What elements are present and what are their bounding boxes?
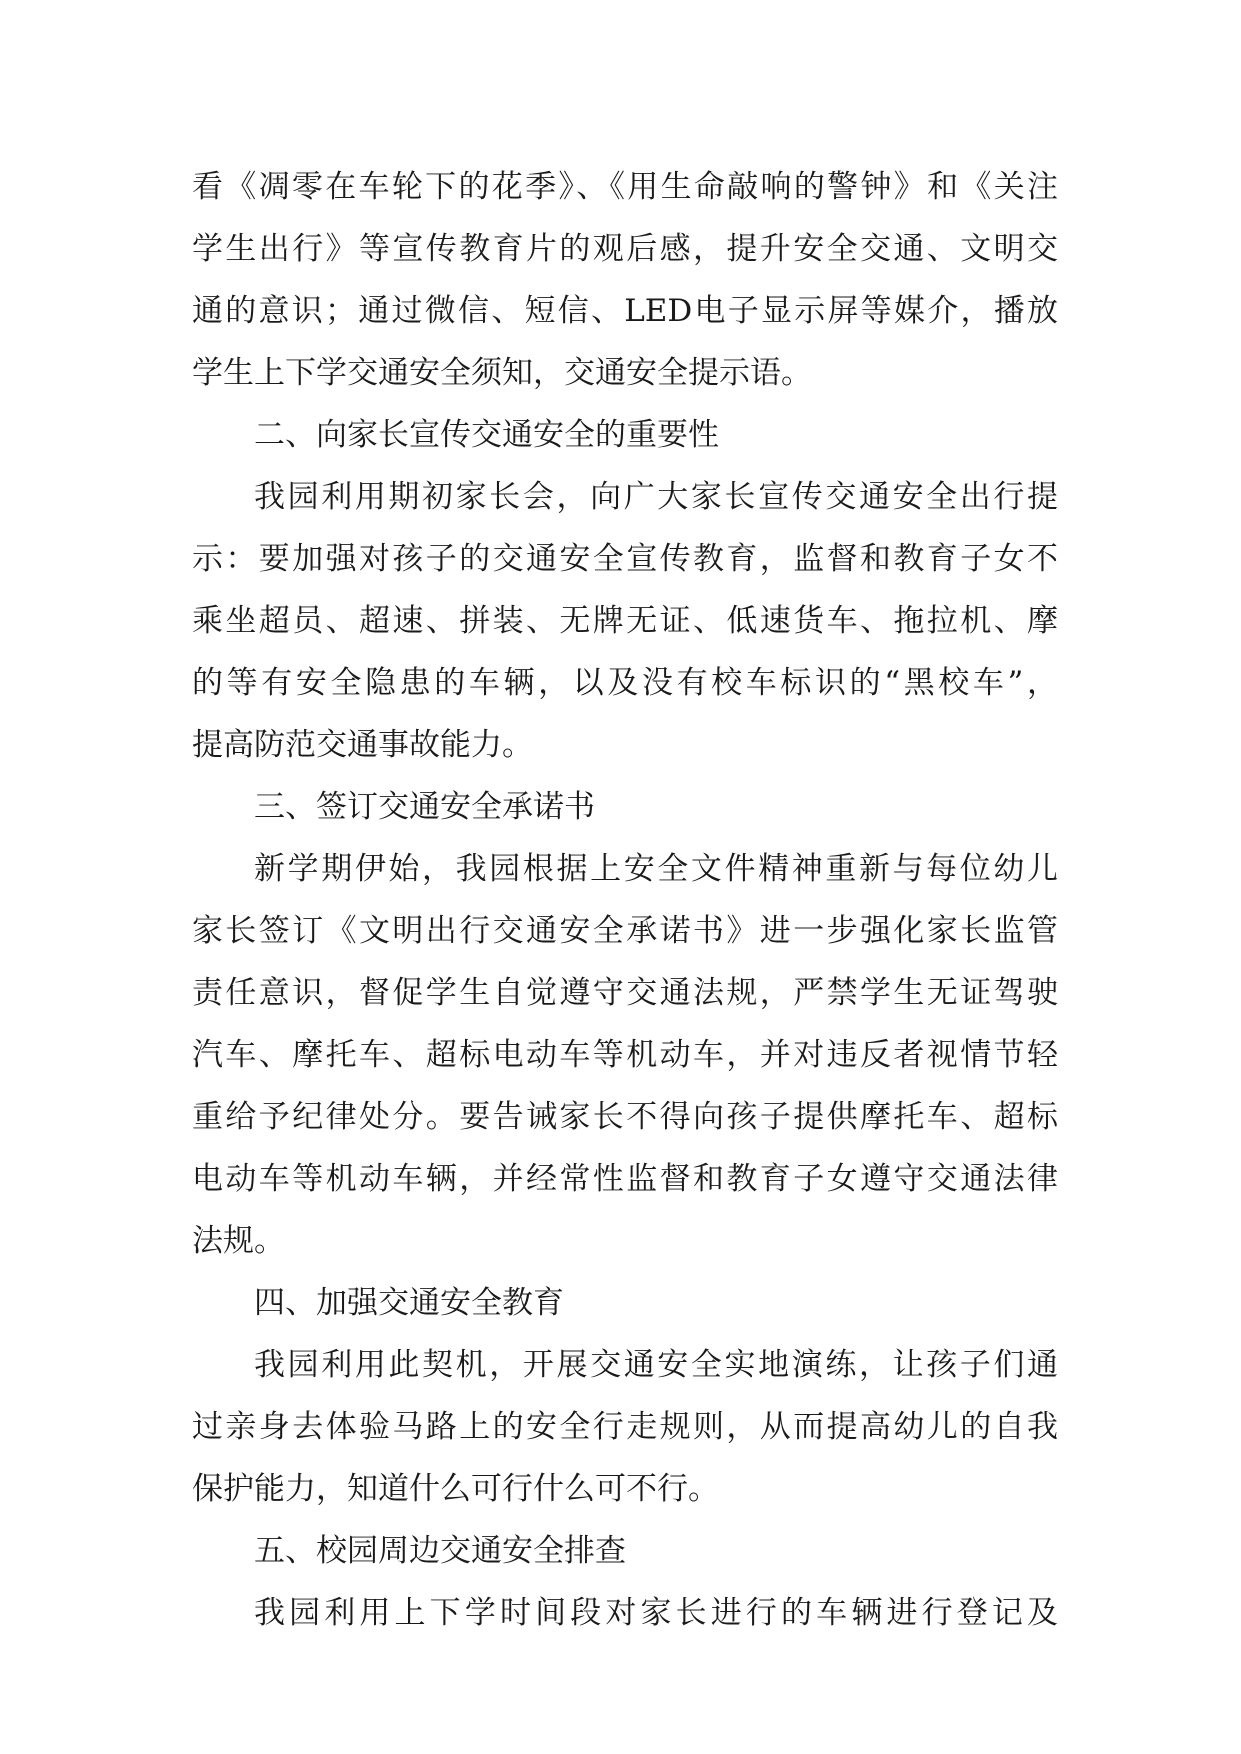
text-line: 学生上下学交通安全须知，交通安全提示语。	[192, 355, 812, 391]
text-line: 电动车等机动车辆，并经常性监督和教育子女遵守交通法律	[192, 1161, 1058, 1197]
document-body	[192, 156, 1058, 1644]
text-line: 我园利用此契机，开展交通安全实地演练，让孩子们通	[254, 1347, 1058, 1383]
text-line: 五、校园周边交通安全排查	[254, 1533, 626, 1569]
text-line: 看《凋零在车轮下的花季》、《用生命敲响的警钟》和《关注	[192, 169, 1058, 205]
text-line: 的等有安全隐患的车辆，以及没有校车标识的“黑校车”，	[192, 665, 1058, 701]
text-line: 重给予纪律处分。要告诫家长不得向孩子提供摩托车、超标	[192, 1099, 1058, 1135]
text-line: 二、向家长宣传交通安全的重要性	[254, 417, 719, 453]
text-line: 示：要加强对孩子的交通安全宣传教育，监督和教育子女不	[192, 541, 1058, 577]
text-line: 过亲身去体验马路上的安全行走规则，从而提高幼儿的自我	[192, 1409, 1058, 1445]
text-line: 我园利用期初家长会，向广大家长宣传交通安全出行提	[254, 479, 1058, 515]
text-line: 我园利用上下学时间段对家长进行的车辆进行登记及	[254, 1595, 1058, 1631]
text-line: 新学期伊始，我园根据上安全文件精神重新与每位幼儿	[254, 851, 1058, 887]
text-line: 通的意识；通过微信、短信、LED电子显示屏等媒介，播放	[192, 293, 1058, 329]
text-line: 提高防范交通事故能力。	[192, 727, 533, 763]
text-line: 法规。	[192, 1223, 285, 1259]
text-line: 责任意识，督促学生自觉遵守交通法规，严禁学生无证驾驶	[192, 975, 1058, 1011]
text-line: 乘坐超员、超速、拼装、无牌无证、低速货车、拖拉机、摩	[192, 603, 1058, 639]
text-line: 学生出行》等宣传教育片的观后感，提升安全交通、文明交	[192, 231, 1058, 267]
text-line: 四、加强交通安全教育	[254, 1285, 564, 1321]
text-line: 三、签订交通安全承诺书	[254, 789, 595, 825]
text-line: 家长签订《文明出行交通安全承诺书》进一步强化家长监管	[192, 913, 1058, 949]
text-line: 汽车、摩托车、超标电动车等机动车，并对违反者视情节轻	[192, 1037, 1058, 1073]
text-line: 保护能力，知道什么可行什么可不行。	[192, 1471, 719, 1507]
